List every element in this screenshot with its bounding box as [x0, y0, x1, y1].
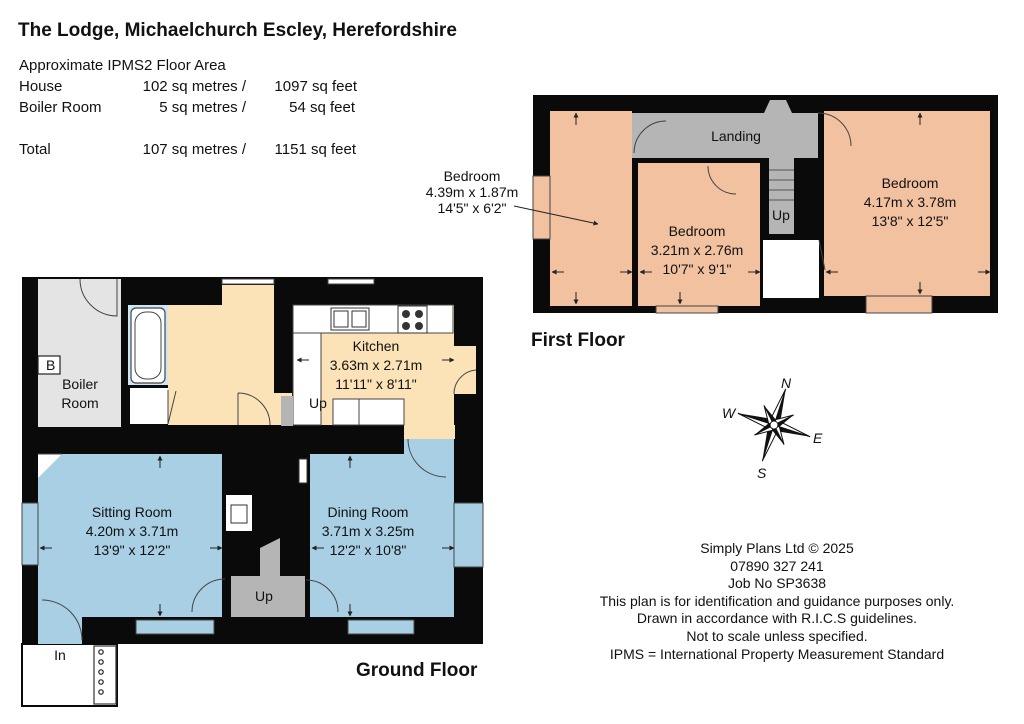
- compass-south: S: [757, 465, 767, 481]
- window: [866, 296, 932, 313]
- bedroom-3-name: Bedroom: [881, 175, 939, 191]
- sitting-room-name: Sitting Room: [91, 504, 173, 520]
- kitchen-metric: 3.63m x 2.71m: [329, 357, 423, 373]
- bedroom-2-name: Bedroom: [668, 223, 726, 239]
- bedroom-1-imperial: 14'5" x 6'2": [437, 200, 507, 216]
- area-row-house-feet: 1097 sq feet: [274, 78, 357, 95]
- kitchen-imperial: 11'11" x 8'11": [335, 376, 417, 392]
- ground-floor-label: Ground Floor: [356, 660, 478, 681]
- bedroom-1: [550, 111, 632, 306]
- dining-room-name: Dining Room: [327, 504, 409, 520]
- credit-phone: 07890 327 241: [730, 557, 824, 574]
- credit-scale: Not to scale unless specified.: [686, 627, 868, 644]
- sitting-room-metric: 4.20m x 3.71m: [85, 523, 179, 539]
- first-stair-up-label: Up: [772, 207, 790, 223]
- credits-block: [572, 540, 982, 663]
- entrance-in-label: In: [54, 647, 66, 663]
- window: [222, 279, 274, 284]
- bedroom-2-imperial: 10'7" x 9'1": [662, 261, 732, 277]
- cupboard: [763, 240, 819, 298]
- credit-job-number: Job No SP3638: [727, 575, 827, 592]
- boiler-mark: B: [46, 357, 56, 373]
- area-heading: Approximate IPMS2 Floor Area: [19, 57, 226, 74]
- bedroom-1-name: Bedroom: [443, 168, 501, 184]
- sitting-room-imperial: 13'9" x 12'2": [93, 542, 171, 558]
- plan-title: The Lodge, Michaelchurch Escley, Herefordshire: [18, 20, 457, 41]
- area-row-boiler-label: Boiler Room: [19, 99, 102, 116]
- window: [348, 620, 414, 634]
- credit-rics: Drawn in accordance with R.I.C.S guidelines.: [636, 610, 918, 627]
- dining-room-imperial: 12'2" x 10'8": [329, 542, 407, 558]
- window: [22, 503, 38, 565]
- area-row-total-metres: 107 sq metres /: [142, 141, 246, 158]
- hallway: [168, 285, 292, 425]
- hall-stair-up-label: Up: [309, 395, 327, 411]
- area-row-boiler-metres: 5 sq metres /: [159, 99, 246, 116]
- credit-ipms: IPMS = International Property Measurement Standard: [609, 645, 945, 662]
- cupboard: [130, 388, 168, 424]
- bedroom-1-metric: 4.39m x 1.87m: [425, 184, 519, 200]
- boot-rack: [94, 646, 116, 704]
- ground-floor-plan: [22, 277, 483, 706]
- compass-north: N: [781, 375, 792, 391]
- compass-west: W: [722, 405, 736, 421]
- credit-company: Simply Plans Ltd © 2025: [700, 540, 854, 556]
- area-row-house-metres: 102 sq metres /: [142, 78, 246, 95]
- bedroom-2-metric: 3.21m x 2.76m: [650, 242, 744, 258]
- bedroom-3-metric: 4.17m x 3.78m: [863, 194, 957, 210]
- hob: [398, 306, 427, 333]
- area-row-total-label: Total: [19, 141, 51, 158]
- area-row-boiler-feet: 54 sq feet: [289, 99, 355, 116]
- window: [454, 503, 483, 567]
- kitchen-name: Kitchen: [352, 338, 400, 354]
- window: [328, 279, 374, 284]
- window: [656, 306, 718, 313]
- bedroom-3-imperial: 13'8" x 12'5": [871, 213, 949, 229]
- window: [136, 620, 214, 634]
- area-row-total-feet: 1151 sq feet: [274, 141, 356, 158]
- kitchen-worktop: [293, 305, 453, 333]
- credit-disclaimer: This plan is for identification and guidance purposes only.: [599, 592, 955, 609]
- first-floor-label: First Floor: [531, 330, 625, 351]
- landing-label: Landing: [711, 128, 761, 144]
- ground-stair-up-label: Up: [255, 588, 273, 604]
- area-row-house-label: House: [19, 78, 63, 95]
- window: [533, 176, 550, 239]
- boiler-label-line1: Boiler: [62, 376, 98, 392]
- dining-room-metric: 3.71m x 3.25m: [321, 523, 415, 539]
- boiler-label-line2: Room: [61, 395, 99, 411]
- compass-rose: [726, 377, 822, 473]
- compass-east: E: [813, 430, 823, 446]
